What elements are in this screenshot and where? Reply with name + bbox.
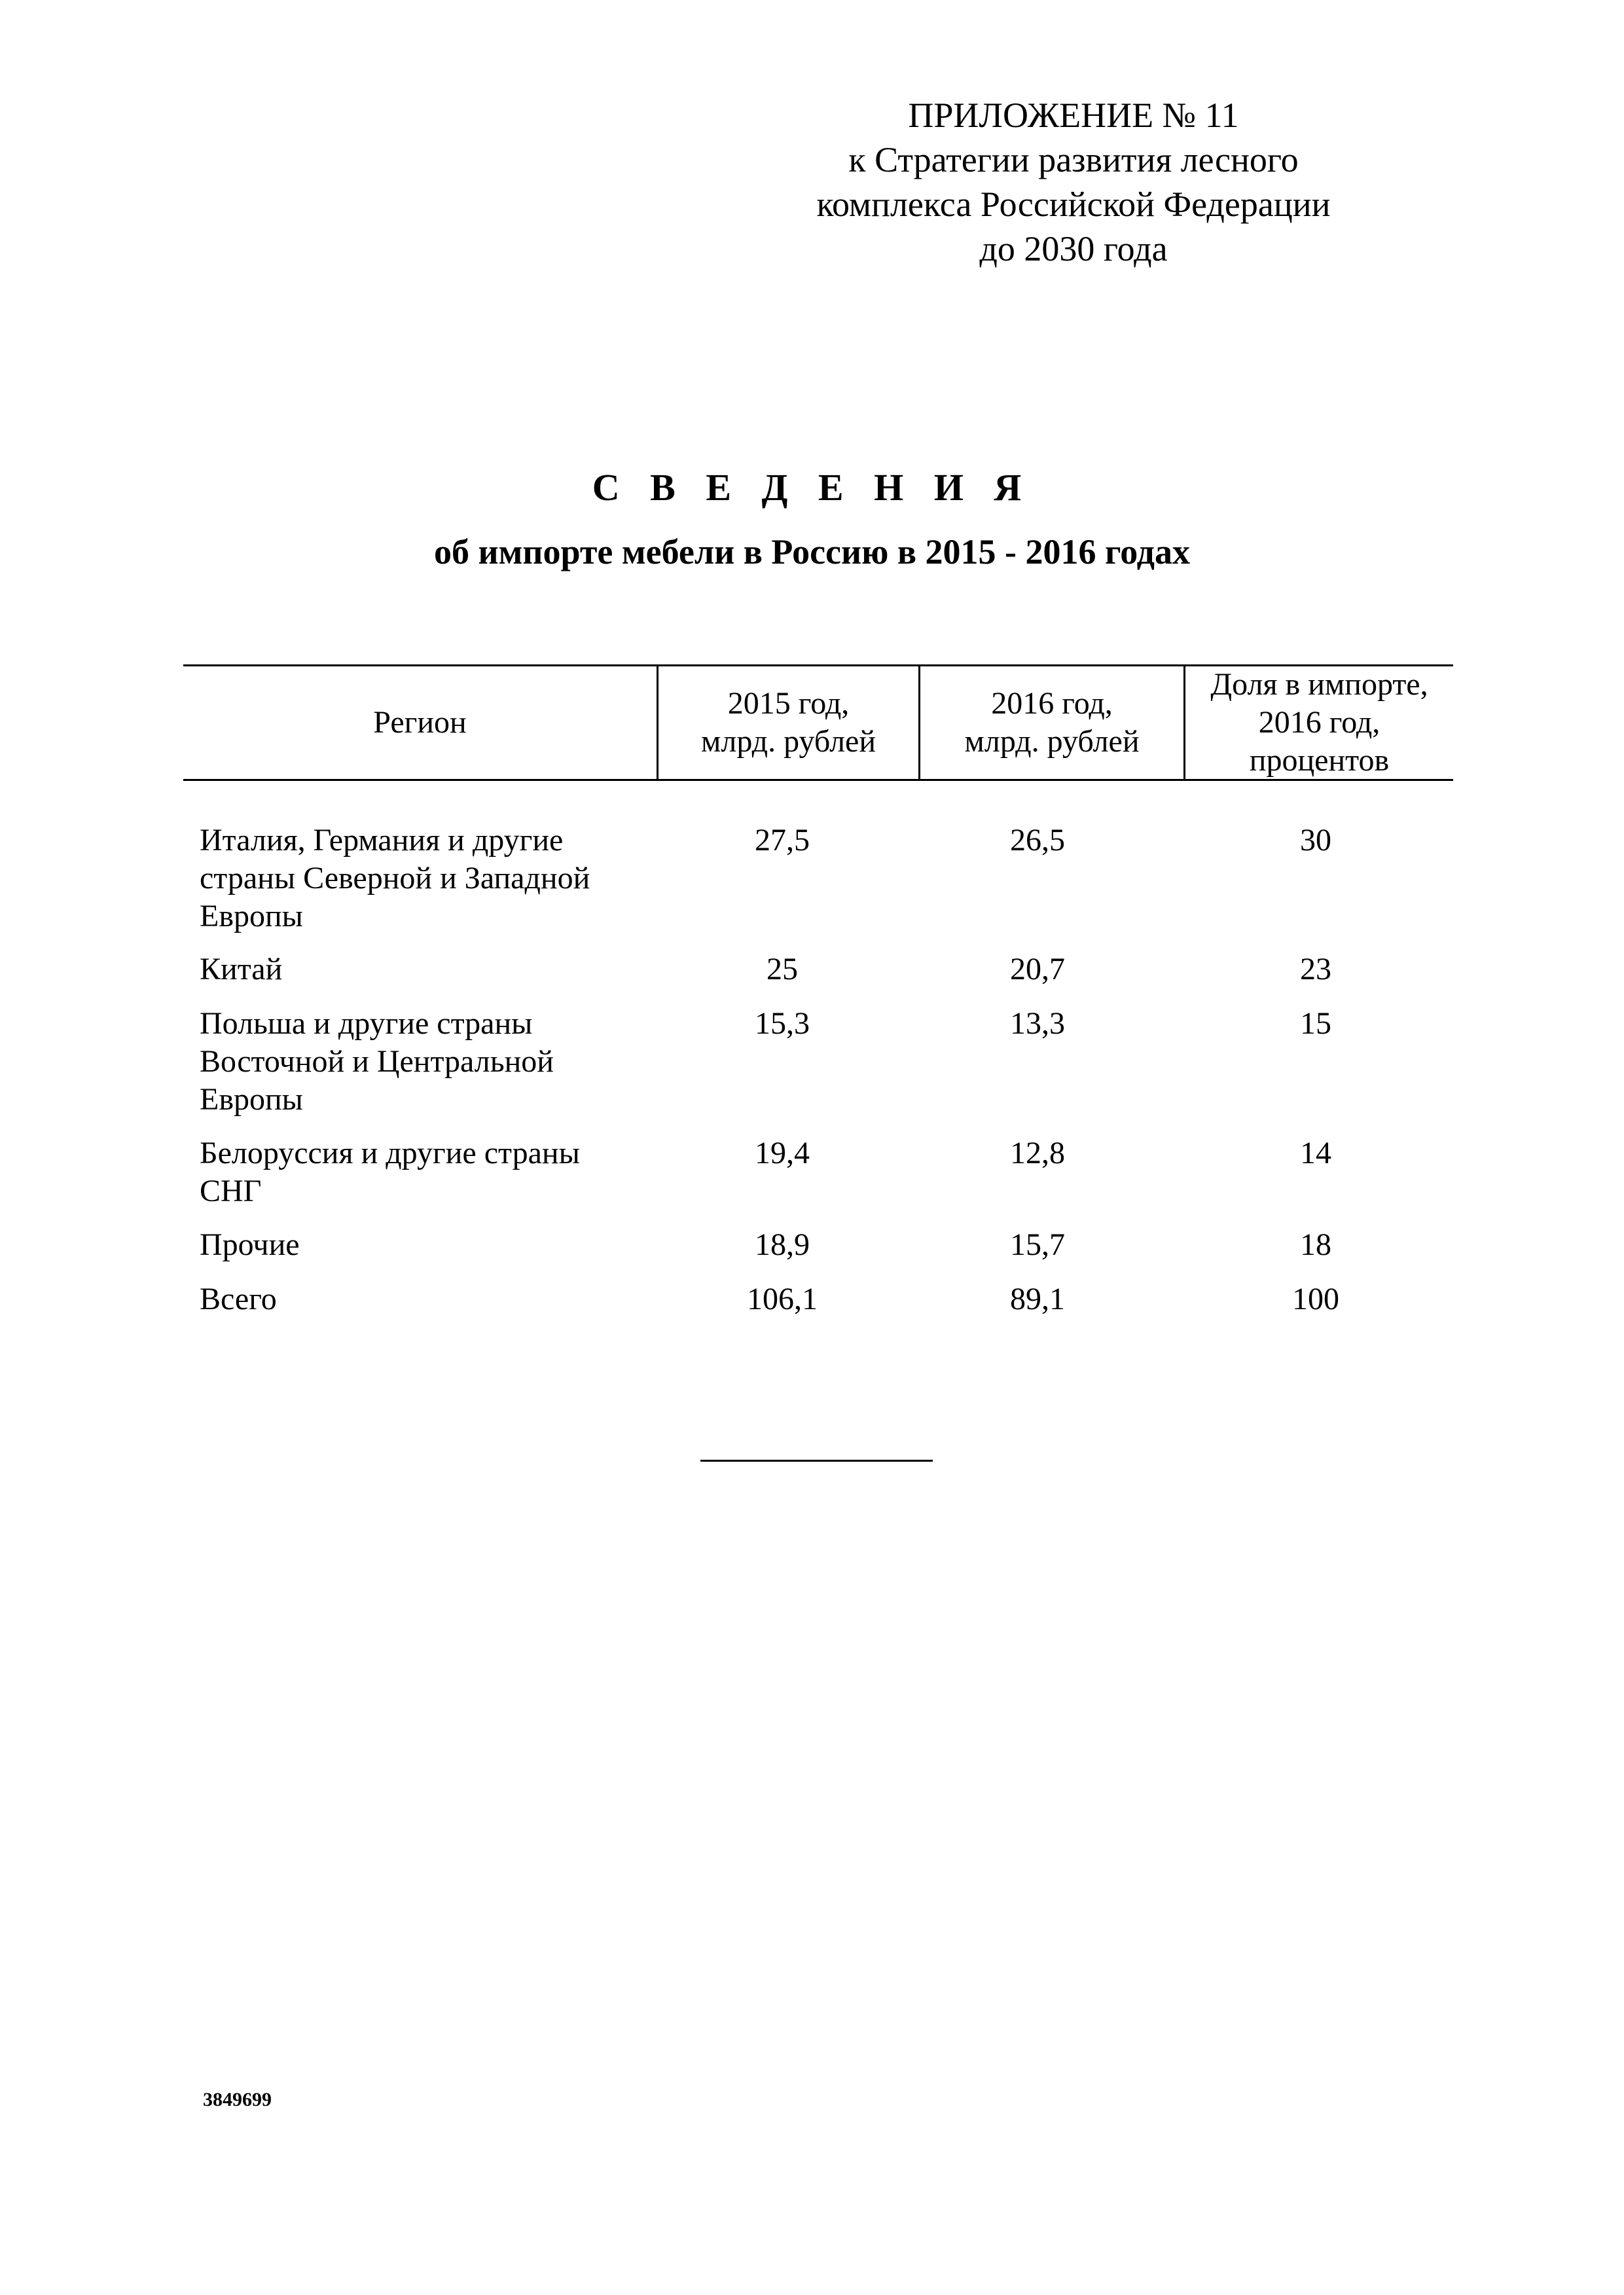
appendix-line-4: до 2030 года <box>979 229 1168 268</box>
header-2015: 2015 год, млрд. рублей <box>700 686 876 759</box>
row-value-share: 15 <box>1300 1006 1331 1041</box>
appendix-line-2: к Стратегии развития лесного <box>848 140 1299 179</box>
row-region: Прочие <box>200 1227 300 1262</box>
row-value-2015: 25 <box>767 952 798 986</box>
row-value-share: 14 <box>1300 1136 1331 1170</box>
appendix-line-3: комплекса Российской Федерации <box>816 185 1331 224</box>
row-value-2016: 13,3 <box>1010 1006 1065 1041</box>
row-value-2015: 27,5 <box>755 823 810 858</box>
appendix-line-1: ПРИЛОЖЕНИЕ № 11 <box>908 96 1239 135</box>
header-region: Регион <box>373 705 467 740</box>
document-subtitle: об импорте мебели в Россию в 2015 - 2016 годах <box>434 532 1190 571</box>
row-value-2016: 20,7 <box>1010 952 1065 986</box>
row-value-2015: 106,1 <box>747 1282 818 1316</box>
row-value-2015: 15,3 <box>755 1006 810 1041</box>
row-value-2015: 19,4 <box>755 1136 810 1170</box>
row-value-share: 23 <box>1300 952 1331 986</box>
end-separator-line <box>700 1460 933 1462</box>
document-number: 3849699 <box>203 2089 272 2110</box>
document-title: С В Е Д Е Н И Я <box>592 466 1032 509</box>
row-value-2016: 15,7 <box>1010 1227 1065 1262</box>
row-value-share: 30 <box>1300 823 1331 858</box>
row-value-2016: 26,5 <box>1010 823 1065 858</box>
row-value-2016: 89,1 <box>1010 1282 1065 1316</box>
row-region: Польша и другие страны Восточной и Центральной Европы <box>200 1006 554 1117</box>
appendix-header <box>772 93 1375 271</box>
row-value-2016: 12,8 <box>1010 1136 1065 1170</box>
row-region: Всего <box>200 1282 277 1316</box>
row-region: Италия, Германия и другие страны Северной и Западной Европы <box>200 823 590 933</box>
row-value-share: 100 <box>1292 1282 1339 1316</box>
row-value-share: 18 <box>1300 1227 1331 1262</box>
header-2016: 2016 год, млрд. рублей <box>964 686 1140 759</box>
row-region: Белоруссия и другие страны СНГ <box>200 1136 580 1208</box>
header-share: Доля в импорте, 2016 год, процентов <box>1210 667 1428 778</box>
row-value-2015: 18,9 <box>755 1227 810 1262</box>
row-region: Китай <box>200 952 283 986</box>
